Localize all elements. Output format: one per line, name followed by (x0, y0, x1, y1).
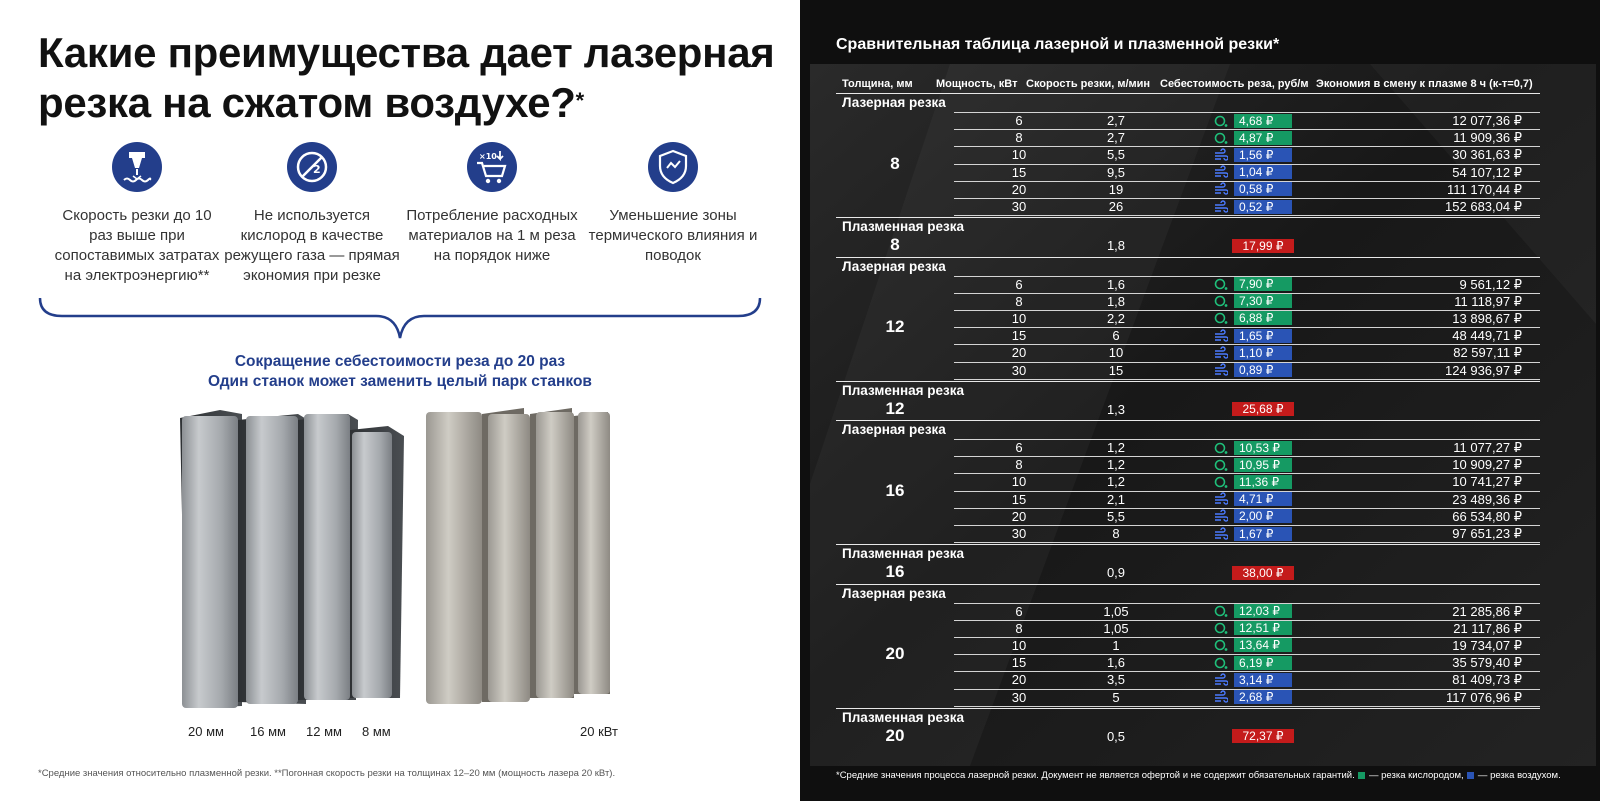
air-swatch (1467, 772, 1474, 779)
svg-text:×10: ×10 (479, 152, 497, 161)
cost-badge: 2,68 ₽ (1234, 690, 1292, 704)
cell-economy: 81 409,73 ₽ (1452, 672, 1522, 688)
cell-power: 15 (1011, 328, 1027, 344)
cell-economy: 82 597,11 ₽ (1453, 345, 1522, 361)
air-icon (1214, 346, 1228, 360)
section-divider (836, 544, 1540, 545)
cell-economy: 11 077,27 ₽ (1453, 440, 1522, 455)
section-divider (836, 584, 1540, 585)
feature-text: Скорость резки до 10 раз выше при сопоставимых затратах на электроэнергию** (54, 207, 220, 284)
laser-nozzle-icon (112, 142, 162, 192)
no-oxygen-icon (287, 142, 337, 192)
cell-power: 20 (1011, 345, 1027, 361)
cell-economy: 66 534,80 ₽ (1452, 508, 1522, 524)
cell-speed: 3,5 (1106, 672, 1126, 688)
cell-speed: 1,2 (1106, 457, 1126, 473)
oxygen-icon (1214, 458, 1228, 472)
cell-power: 20 (1011, 508, 1027, 524)
cell-speed: 2,7 (1106, 130, 1126, 146)
air-icon (1214, 527, 1228, 541)
row-divider (954, 379, 1540, 380)
cell-economy: 124 936,97 ₽ (1445, 362, 1522, 378)
cell-power: 6 (1015, 440, 1023, 455)
cost-badge: 12,03 ₽ (1234, 604, 1292, 618)
feature-heat-zone (580, 142, 766, 266)
laser-section-label: Лазерная резка (842, 585, 946, 601)
cell-economy: 11 118,97 ₽ (1454, 293, 1522, 309)
laser-section-label: Лазерная резка (842, 95, 946, 110)
cost-badge: 2,00 ₽ (1234, 509, 1292, 523)
header-speed: Скорость резки, м/мин (1026, 78, 1151, 90)
air-icon (1214, 363, 1228, 377)
cell-speed: 1 (1112, 637, 1120, 653)
cost-badge: 7,30 ₽ (1234, 294, 1292, 308)
oxygen-icon (1214, 604, 1228, 618)
cell-speed: 1,8 (1106, 293, 1126, 309)
section-divider (836, 93, 1540, 94)
thickness-value: 16 (885, 480, 905, 500)
plasma-cost-badge: 17,99 ₽ (1232, 239, 1294, 253)
cell-power: 10 (1011, 637, 1027, 653)
plasma-section-label: Плазменная резка (842, 546, 964, 562)
svg-text:2: 2 (313, 163, 321, 176)
air-icon (1214, 690, 1228, 704)
oxygen-icon (1214, 131, 1228, 145)
cell-power: 20 (1011, 181, 1027, 197)
plasma-speed: 0,9 (1106, 565, 1126, 581)
thickness-value: 8 (890, 153, 900, 173)
cell-speed: 5,5 (1106, 147, 1126, 163)
cell-economy: 11 909,36 ₽ (1453, 130, 1522, 146)
feature-text: Уменьшение зоны термического влияния и поводок (588, 207, 758, 264)
cell-speed: 5,5 (1106, 508, 1126, 524)
cell-speed: 26 (1108, 199, 1124, 214)
cost-badge: 3,14 ₽ (1234, 673, 1292, 687)
oxygen-icon (1214, 114, 1228, 128)
plasma-section-label: Плазменная резка (842, 219, 964, 235)
oxygen-icon (1214, 441, 1228, 455)
right-panel (800, 0, 1600, 801)
metal-plates-photo (180, 406, 630, 716)
cell-economy: 48 449,71 ₽ (1452, 328, 1522, 344)
cost-badge: 12,51 ₽ (1234, 621, 1292, 635)
cart-x10-icon (467, 142, 517, 192)
cost-badge: 4,71 ₽ (1234, 492, 1292, 506)
row-divider (954, 215, 1540, 216)
air-icon (1214, 182, 1228, 196)
header-thickness: Толщина, мм (842, 78, 913, 90)
cell-speed: 19 (1108, 181, 1124, 197)
cell-power: 10 (1011, 147, 1027, 163)
cost-badge: 1,56 ₽ (1234, 148, 1292, 162)
cost-badge: 0,52 ₽ (1234, 200, 1292, 214)
oxygen-icon (1214, 277, 1228, 291)
feature-consumables (404, 142, 580, 266)
plasma-speed: 0,5 (1106, 728, 1126, 744)
cell-power: 8 (1015, 130, 1023, 146)
oxygen-icon (1214, 311, 1228, 325)
plate-label-16mm: 16 мм (250, 724, 286, 739)
cell-speed: 9,5 (1106, 164, 1126, 180)
cost-badge: 6,88 ₽ (1234, 311, 1292, 325)
curly-brace (38, 294, 762, 342)
section-divider (836, 420, 1540, 421)
section-divider (836, 381, 1540, 382)
air-icon (1214, 492, 1228, 506)
cell-economy: 97 651,23 ₽ (1452, 526, 1522, 541)
thickness-value: 20 (885, 644, 905, 664)
plate-label-20mm: 20 мм (188, 724, 224, 739)
plasma-cost-badge: 38,00 ₽ (1232, 566, 1294, 580)
cell-speed: 1,2 (1106, 474, 1126, 490)
cell-speed: 1,2 (1106, 440, 1126, 455)
cost-badge: 13,64 ₽ (1234, 638, 1292, 652)
cost-badge: 10,53 ₽ (1234, 441, 1292, 455)
cell-speed: 2,1 (1106, 491, 1126, 507)
feature-text: Не используется кислород в качестве режущего газа — прямая экономия при резке (224, 207, 400, 284)
summary-text: Сокращение себестоимости реза до 20 раз Один станок может заменить целый парк станков (208, 353, 592, 390)
cell-economy: 21 285,86 ₽ (1452, 603, 1522, 619)
oxygen-icon (1214, 656, 1228, 670)
cell-speed: 1,05 (1103, 620, 1129, 636)
plasma-thickness-value: 20 (885, 725, 905, 745)
plasma-thickness-value: 8 (890, 235, 900, 255)
footnote-right: *Средние значения процесса лазерной резки. Документ не является офертой и не содержит обязательных гарантий. — резка кислородом, — резка воздухом. (836, 770, 1561, 781)
cell-economy: 19 734,07 ₽ (1452, 637, 1522, 653)
row-divider (954, 542, 1540, 543)
cost-badge: 1,10 ₽ (1234, 346, 1292, 360)
footnote-left: *Средние значения относительно плазменной резки. **Погонная скорость резки на толщинах 12–20 мм (мощность лазера 20 кВт). (38, 768, 616, 779)
air-icon (1214, 329, 1228, 343)
air-icon (1214, 200, 1228, 214)
oxygen-icon (1214, 294, 1228, 308)
plate-label-12mm: 12 мм (306, 724, 342, 739)
cell-power: 8 (1015, 620, 1023, 636)
cell-power: 15 (1011, 491, 1027, 507)
section-divider (836, 257, 1540, 258)
cost-badge: 6,19 ₽ (1234, 656, 1292, 670)
plasma-cost-badge: 72,37 ₽ (1232, 729, 1294, 743)
cell-economy: 54 107,12 ₽ (1452, 164, 1522, 180)
air-icon (1214, 165, 1228, 179)
cost-badge: 0,89 ₽ (1234, 363, 1292, 377)
cost-badge: 10,95 ₽ (1234, 458, 1292, 472)
plasma-speed: 1,8 (1106, 238, 1126, 254)
cost-badge: 0,58 ₽ (1234, 182, 1292, 196)
cell-power: 10 (1011, 474, 1027, 490)
cell-economy: 12 077,36 ₽ (1452, 113, 1522, 128)
row-divider (954, 706, 1540, 707)
cost-badge: 11,36 ₽ (1234, 475, 1292, 489)
cell-economy: 152 683,04 ₽ (1445, 199, 1522, 214)
cell-power: 10 (1011, 310, 1027, 326)
cell-power: 6 (1015, 276, 1023, 292)
plasma-cost-badge: 25,68 ₽ (1232, 402, 1294, 416)
cost-badge: 4,87 ₽ (1234, 131, 1292, 145)
header-economy: Экономия в смену к плазме 8 ч (к-т=0,7) (1316, 78, 1533, 90)
main-title: Какие преимущества дает лазерная резка на сжатом воздухе?* (38, 29, 775, 126)
shield-icon (648, 142, 698, 192)
cell-economy: 23 489,36 ₽ (1452, 491, 1522, 507)
oxygen-icon (1214, 475, 1228, 489)
cell-economy: 10 909,27 ₽ (1452, 457, 1522, 473)
cell-economy: 117 076,96 ₽ (1446, 689, 1522, 705)
header-power: Мощность, кВт (936, 78, 1018, 90)
cell-speed: 6 (1112, 328, 1120, 344)
cell-power: 6 (1015, 603, 1023, 619)
cell-power: 30 (1011, 526, 1027, 541)
cell-speed: 1,6 (1106, 655, 1126, 671)
oxygen-icon (1214, 638, 1228, 652)
plasma-thickness-value: 12 (885, 398, 905, 418)
thickness-value: 12 (885, 317, 905, 337)
cell-power: 30 (1011, 199, 1027, 214)
cell-power: 30 (1011, 362, 1027, 378)
table-title: Сравнительная таблица лазерной и плазменной резки* (836, 36, 1280, 53)
cell-economy: 35 579,40 ₽ (1452, 655, 1522, 671)
cost-badge: 1,04 ₽ (1234, 165, 1292, 179)
section-divider (836, 708, 1540, 709)
cell-speed: 2,7 (1106, 113, 1126, 128)
cost-badge: 7,90 ₽ (1234, 277, 1292, 291)
laser-section-label: Лазерная резка (842, 422, 946, 437)
cell-economy: 111 170,44 ₽ (1446, 181, 1522, 197)
cell-economy: 21 117,86 ₽ (1453, 620, 1522, 636)
air-icon (1214, 509, 1228, 523)
plasma-thickness-value: 16 (885, 562, 905, 582)
section-divider (836, 217, 1540, 218)
laser-section-label: Лазерная резка (842, 258, 946, 274)
cell-economy: 9 561,12 ₽ (1459, 276, 1522, 292)
cell-speed: 10 (1108, 345, 1124, 361)
cell-power: 8 (1015, 457, 1023, 473)
plate-label-power: 20 кВт (580, 724, 618, 739)
cell-speed: 15 (1108, 362, 1124, 378)
plasma-speed: 1,3 (1106, 401, 1126, 417)
cost-badge: 4,68 ₽ (1234, 114, 1292, 128)
cost-badge: 1,65 ₽ (1234, 329, 1292, 343)
cell-economy: 10 741,27 ₽ (1452, 474, 1522, 490)
plasma-section-label: Плазменная резка (842, 382, 964, 398)
plasma-section-label: Плазменная резка (842, 709, 964, 725)
feature-speed (52, 142, 222, 286)
cell-speed: 1,05 (1103, 603, 1129, 619)
cell-speed: 5 (1112, 689, 1120, 705)
cell-power: 15 (1011, 655, 1027, 671)
cell-power: 20 (1011, 672, 1027, 688)
air-icon (1214, 148, 1228, 162)
cell-economy: 30 361,63 ₽ (1452, 147, 1522, 163)
header-cost: Себестоимость реза, руб/м (1160, 78, 1309, 90)
cell-power: 8 (1015, 293, 1023, 309)
cell-power: 30 (1011, 689, 1027, 705)
cell-speed: 1,6 (1106, 276, 1126, 292)
feature-no-oxygen (224, 142, 400, 286)
plate-label-8mm: 8 мм (362, 724, 391, 739)
cell-power: 6 (1015, 113, 1023, 128)
oxygen-icon (1214, 621, 1228, 635)
oxygen-swatch (1358, 772, 1365, 779)
air-icon (1214, 673, 1228, 687)
feature-text: Потребление расходных материалов на 1 м реза на порядок ниже (406, 207, 578, 264)
cost-badge: 1,67 ₽ (1234, 527, 1292, 541)
cell-speed: 2,2 (1106, 310, 1126, 326)
cell-economy: 13 898,67 ₽ (1452, 310, 1522, 326)
cell-power: 15 (1011, 164, 1027, 180)
cell-speed: 8 (1112, 526, 1120, 541)
